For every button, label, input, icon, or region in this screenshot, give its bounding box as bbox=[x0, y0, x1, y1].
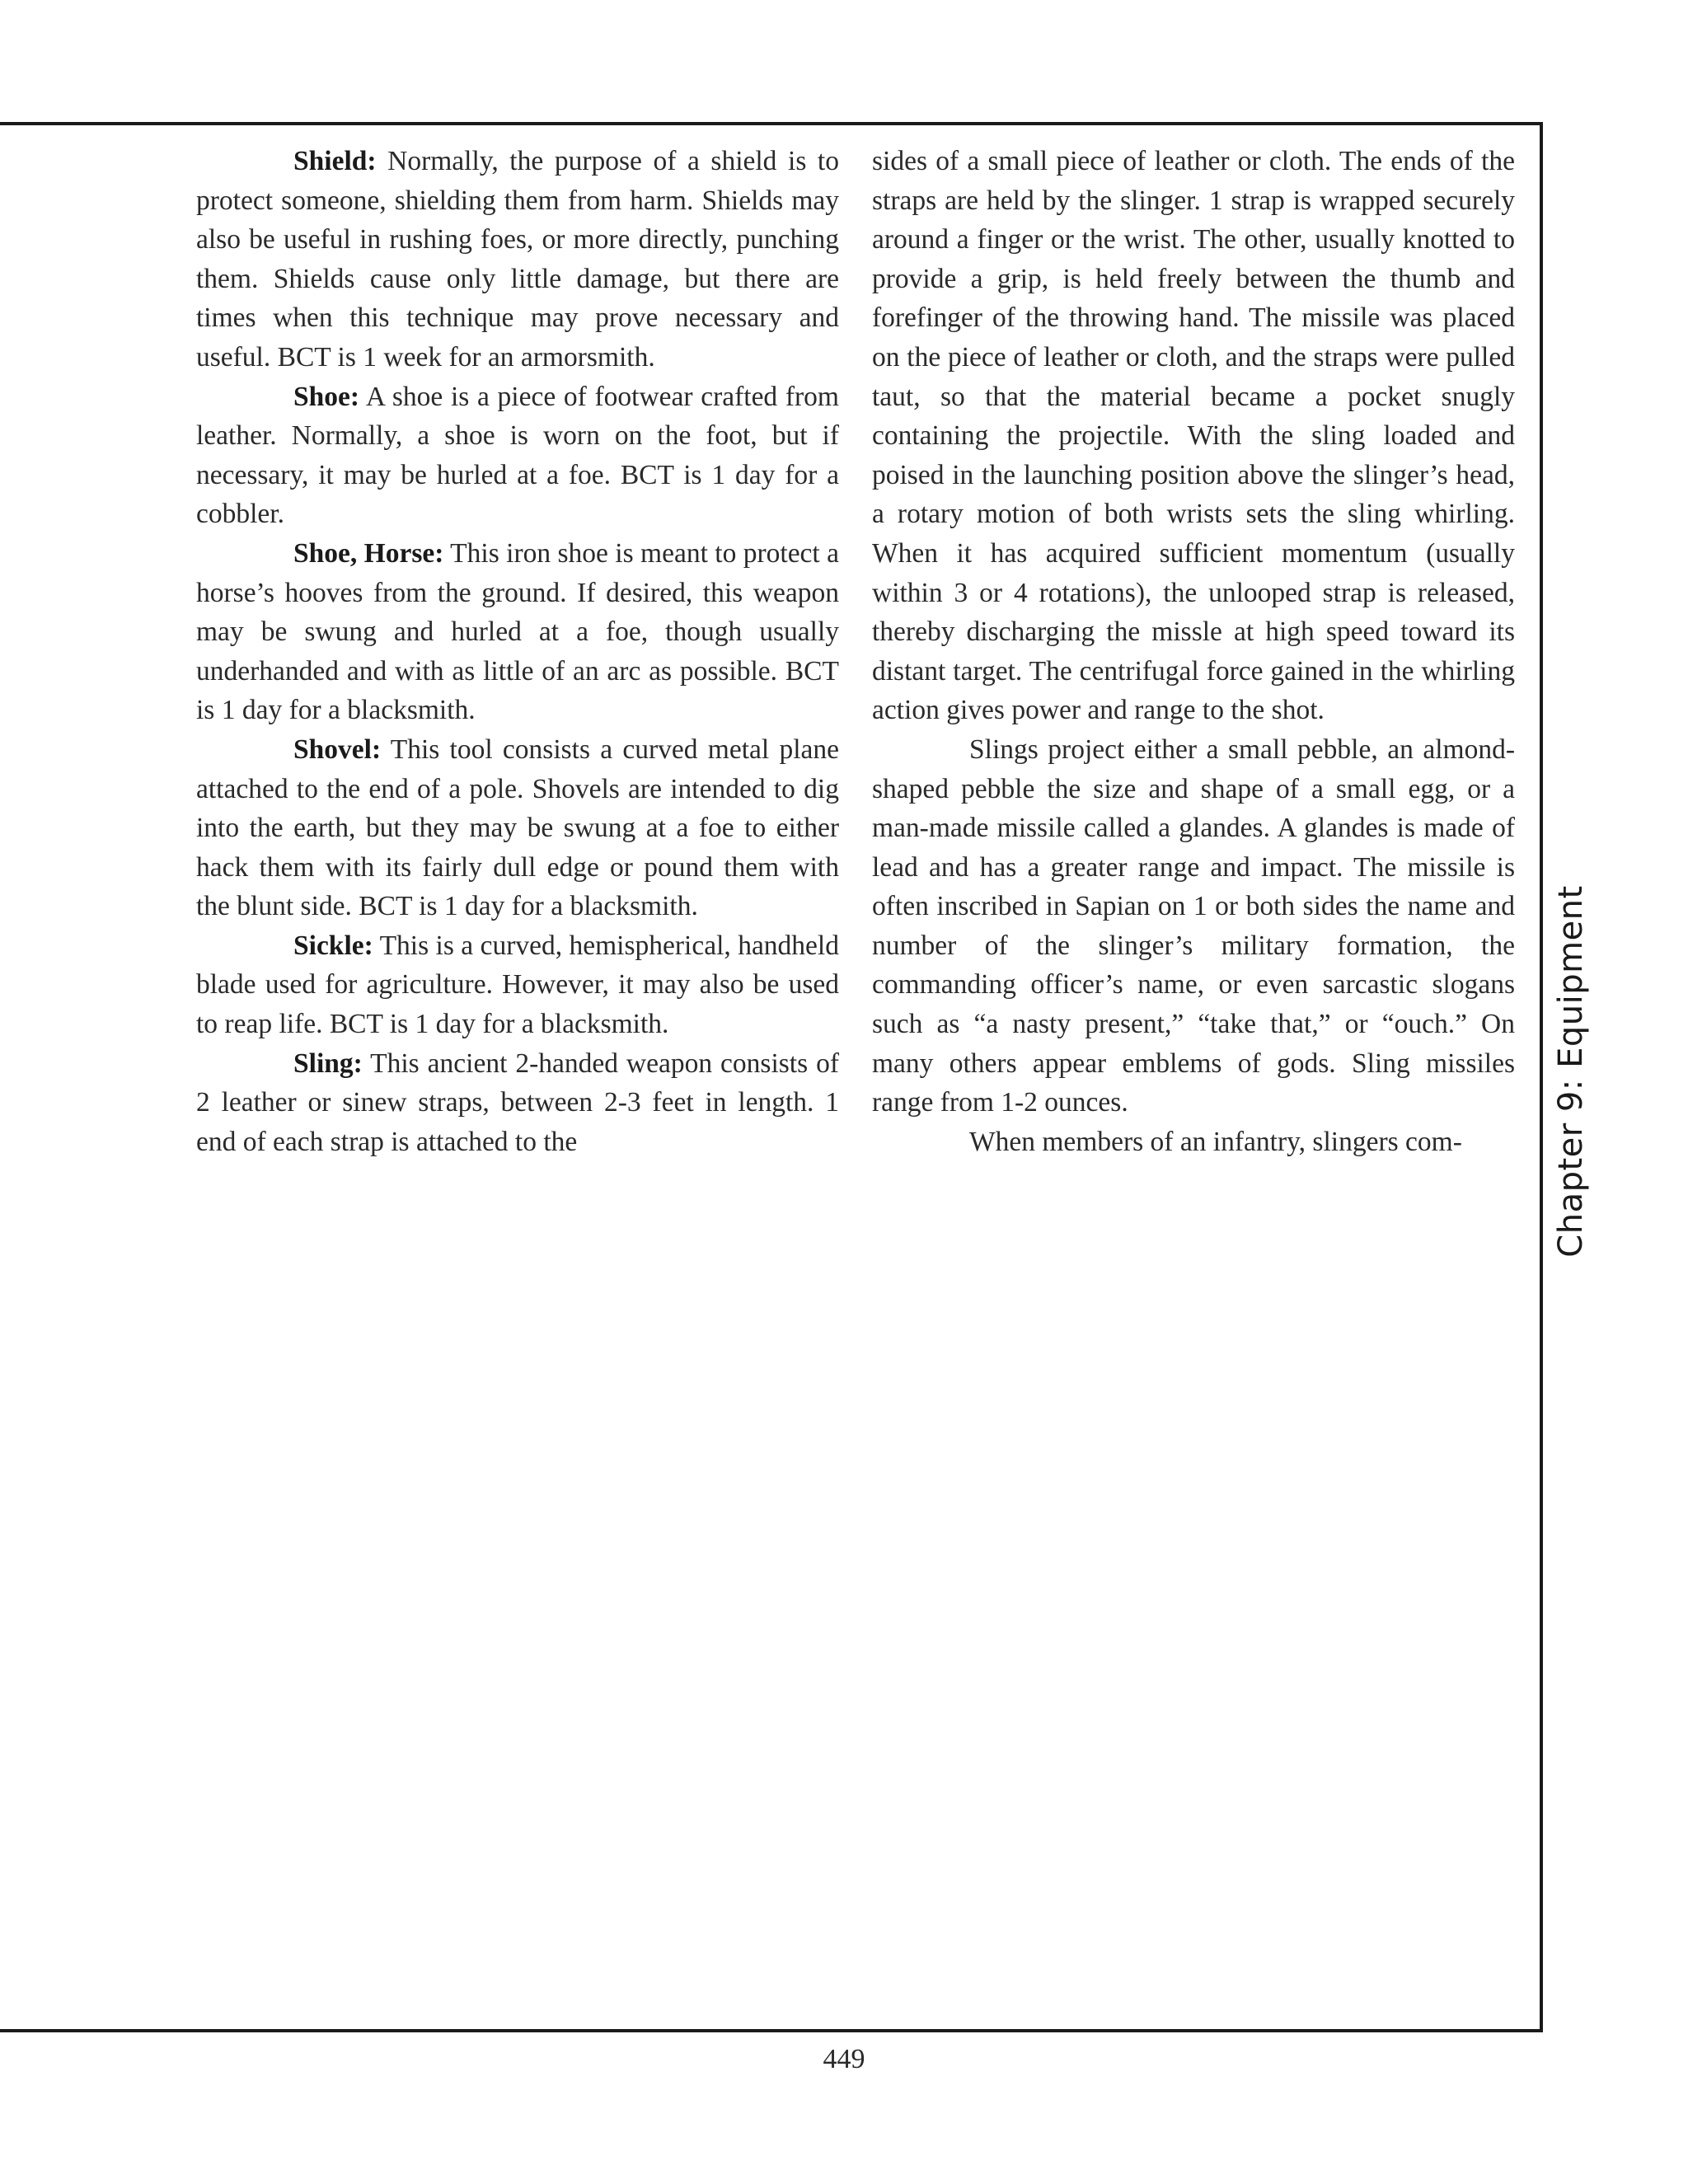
entry-term: Shoe: bbox=[293, 381, 360, 412]
entry-shoe-horse bbox=[196, 534, 839, 730]
entry-sickle bbox=[196, 926, 839, 1044]
entry-shield bbox=[196, 142, 839, 377]
sling-continued-paragraph: sides of a small piece of leather or cloth. The ends of the straps are held by the slinger. 1 strap is wrapped securely around a finger or the wrist. The other, usually knotted to provide a grip, is held freely between the thumb and forefinger of the throwing hand. The missile was placed on the piece of leather or cloth, and the straps were pulled taut, so that the material became a pocket snugly containing the projectile. With the sling loaded and poised in the launching position above the slinger’s head, a rotary motion of both wrists sets the sling whirling. When it has acquired sufficient momentum (usually within 3 or 4 rotations), the unlooped strap is released, thereby discharging the missle at high speed toward its distant target. The centrifugal force gained in the whirling action gives power and range to the shot. bbox=[872, 146, 1515, 726]
chapter-side-tab bbox=[1545, 885, 1597, 1258]
entry-text: This tool consists a curved metal plane attached to the end of a pole. Shovels are intended to dig into the earth, but they may be swung at a foe to either hack them with its fairly dull edge or pound them with the blunt side. BCT is 1 day for a blacksmith. bbox=[196, 733, 839, 922]
entry-shoe bbox=[196, 377, 839, 534]
entry-term: Shield: bbox=[293, 146, 377, 176]
slings-project-paragraph: Slings project either a small pebble, an almond-shaped pebble the size and shape of a small egg, or a man-made missile called a glandes. A glandes is made of lead and has a greater range and impact. The missile is often inscribed in Sapian on 1 or both sides the name and number of the slinger’s military formation, the commanding officer’s name, or even sarcastic slogans such as “a nasty present,” “take that,” or “ouch.” On many others appear emblems of gods. Sling missiles range from 1-2 ounces. bbox=[872, 733, 1515, 1118]
entry-term: Sling: bbox=[293, 1047, 363, 1079]
left-text-column bbox=[196, 142, 839, 1161]
right-text-column bbox=[872, 142, 1515, 1161]
entry-text: This is a curved, hemispherical, handheld blade used for agriculture. However, it may also be used to reap life. BCT is 1 day for a blacksmith. bbox=[196, 930, 839, 1040]
page-number: 449 bbox=[823, 2044, 865, 2074]
entry-shovel bbox=[196, 730, 839, 926]
page-frame-right-rule bbox=[1540, 122, 1543, 2032]
entry-text: This ancient 2-handed weapon consists of 2 leather or sinew straps, between 2-3 feet in length. 1 end of each strap is attached to the bbox=[196, 1047, 839, 1157]
entry-text: This iron shoe is meant to protect a horse’s hooves from the ground. If desired, this weapon may be swung and hurled at a foe, though usually underhanded and with as little of an arc as possible. BCT is 1 day for a blacksmith. bbox=[196, 537, 839, 726]
entry-text: A shoe is a piece of footwear crafted from leather. Normally, a shoe is worn on the foot, but if necessary, it may be hurled at a foe. BCT is 1 day for a cobbler. bbox=[196, 381, 839, 530]
page-frame-bottom-rule bbox=[0, 2029, 1543, 2032]
entry-term: Shoe, Horse: bbox=[293, 537, 444, 569]
page-frame-top-rule bbox=[0, 122, 1543, 125]
chapter-title: Chapter 9: Equipment bbox=[1552, 885, 1590, 1258]
entry-sling bbox=[196, 1044, 839, 1162]
entry-term: Shovel: bbox=[293, 733, 382, 765]
entry-term: Sickle: bbox=[293, 930, 373, 961]
infantry-paragraph: When members of an infantry, slingers com- bbox=[969, 1126, 1462, 1157]
entry-text: Normally, the purpose of a shield is to protect someone, shielding them from harm. Shields may also be useful in rushing foes, or more directly, punching them. Shields cause only little damage, but there are times when this technique may prove necessary and useful. BCT is 1 week for an armorsmith. bbox=[196, 146, 839, 373]
